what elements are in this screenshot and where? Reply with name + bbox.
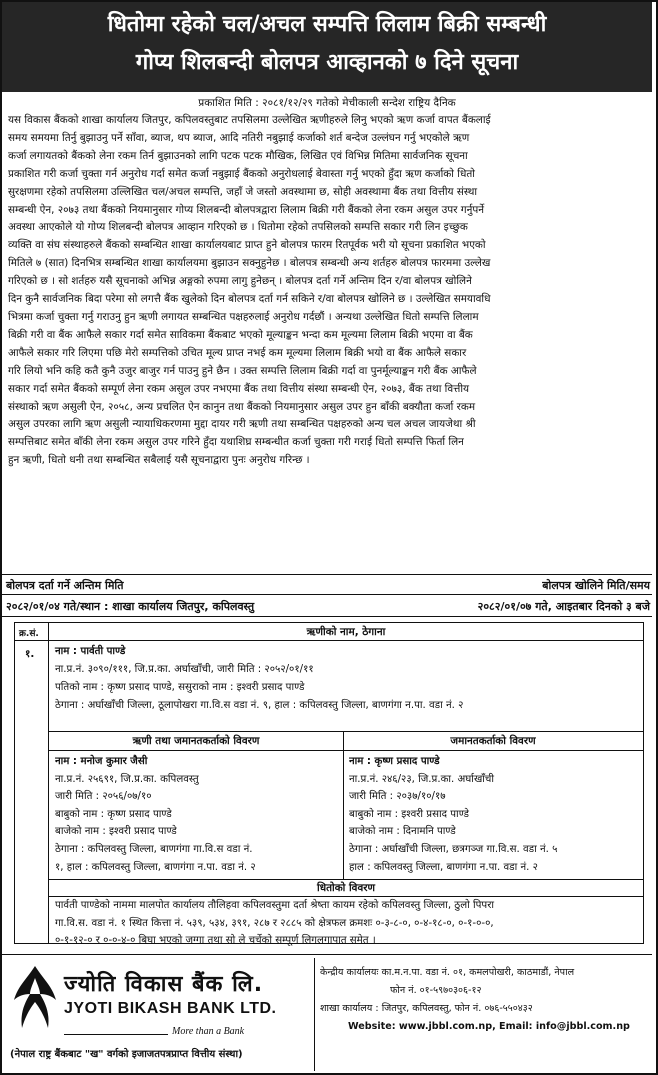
detail-line: नाम : मनोज कुमार जैसी bbox=[55, 756, 148, 767]
published-date: प्रकाशित मिति : २०८१/१२/२९ गतेको मेचीकाली सन्देश राष्ट्रिय दैनिक bbox=[198, 97, 456, 109]
detail-line: बाबुको नाम : कृष्ण प्रसाद पाण्डे bbox=[55, 808, 172, 820]
borrower-citizenship: ना.प्र.नं. ३०९०/१११, जि.प्र.का. अर्घाखाँची, जारी मिति : २०५२/०१/११ bbox=[55, 664, 314, 675]
body-line: समय समयमा तिर्नु बुझाउनु पर्ने साँवा, ब्याज, थप ब्याज, आदि नतिरी नबुझाई कर्जाको शर्त बन्देज उल्लंघन गर्नु भएकोले ऋण bbox=[8, 131, 470, 144]
detail-line: नाम : कृष्ण प्रसाद पाण्डे bbox=[349, 756, 440, 767]
head-office-phone: फोन नं. ०१-५९७०३०६-१२ bbox=[390, 985, 482, 996]
serial-header: क्र.सं. bbox=[19, 629, 39, 639]
body-line: भित्रमा कर्जा चुक्ता गर्नु गराउनु हुन ऋणी लगायत सम्बन्धित पक्षहरुलाई अनुरोध गर्दछौं । अन्यथा उल्लेखित धितो सम्पत्ति लिलाम bbox=[8, 310, 479, 323]
body-line: सुरक्षणमा रहेको तपसिलमा उल्लिखित चल/अचल सम्पत्ति, जहाँ जे जस्तो अवस्थामा छ, सोही अवस्थामा बैंक तथा वित्तीय संस्था bbox=[8, 185, 478, 198]
borrower-header: ऋणीको नाम, ठेगाना bbox=[306, 626, 386, 638]
body-line: सकार गर्दा समेत बैंकको सम्पूर्ण लेना रकम असुल उपर नभएमा बैंक तथा वित्तीय संस्था सम्बन्धी ऐन, २०७३, बैंक तथा वित्तीय bbox=[8, 382, 470, 395]
body-line: कर्जा लगायतको बैंकको लेना रकम तिर्न बुझाउनको लागि पटक पटक मौखिक, लिखित एवं विभिन्न मितिमा सार्वजनिक सूचना bbox=[8, 149, 468, 162]
borrower-name: नाम : पार्वती पाण्डे bbox=[55, 646, 126, 657]
body-line: बिक्री गरी वा बैंक आफैले सकार गर्दा समेत साविकमा बैंकबाट भएको मूल्याङ्कन भन्दा कम मूल्यमा लिलाम बिक्री भएमा वा बैंक bbox=[8, 328, 473, 341]
tagline-rule bbox=[64, 1034, 168, 1035]
website-email: Website: www.jbbl.com.np, Email: info@jbbl.com.np bbox=[348, 1021, 630, 1032]
detail-line: ना.प्र.नं. २४६/२३, जि.प्र.का. अर्घाखाँची bbox=[349, 773, 495, 785]
contact-info bbox=[320, 964, 650, 1036]
detail-line: बाजेको नाम : इश्वरी प्रसाद पाण्डे bbox=[55, 826, 177, 838]
detail-line: जारी मिति : २०५६/०७/१० bbox=[55, 791, 152, 803]
detail-line: बाजेको नाम : दिनामनि पाण्डे bbox=[349, 826, 456, 838]
body-line: यस विकास बैंकको शाखा कार्यालय जितपुर, कपिलवस्तुबाट तपसिलमा उल्लेखित ऋणीहरुले लिनु भएको ऋण कर्जा वापत बैंकलाई bbox=[8, 114, 491, 126]
head-office-address: केन्द्रीय कार्यालयः का.म.न.पा. वडा नं. ०१, कमलपोखरी, काठमाडौं, नेपाल bbox=[320, 967, 575, 978]
row-number: १. bbox=[25, 648, 35, 660]
body-line: सम्पत्तिबाट समेत बाँकी लेना रकम असुल उपर गरिने हुँदा यथाशिघ्र सम्बन्धीत कर्जा चुक्ता गरी गराई धितो सम्पत्ति फिर्ता लिन bbox=[8, 436, 464, 449]
detail-line: गा.वि.स. वडा नं. १ स्थित कित्ता नं. ५३९, ५३४, ३९१, २८७ र २८८५ को क्षेत्रफल क्रमशः ०-३-८-०, ०-४-१८-०, ०-१-०-०, bbox=[55, 917, 494, 929]
collateral-header: धितोको विवरण bbox=[49, 879, 643, 897]
divider bbox=[2, 574, 652, 575]
detail-line: हाल : कपिलवस्तु जिल्ला, बाणगंगा न.पा. वडा नं. २ bbox=[349, 861, 538, 873]
body-line: असुल उपरका लागि ऋण असुली न्यायाधिकरणमा मुद्दा दायर गरी ऋणी तथा सम्बन्धित पक्षहरुको अन्य चल अचल जायजेथा श्री bbox=[8, 418, 476, 431]
nrb-license-note: (नेपाल राष्ट्र बैंकबाट "ख" वर्गको इजाजतपत्रप्राप्त वित्तीय संस्था) bbox=[10, 1049, 243, 1060]
footer bbox=[2, 958, 652, 1071]
body-line: गरिएको छ । सो शर्तहरु यसै सूचनाको अभिन्न अङ्गको रुपमा लागु हुनेछन् । बोलपत्र दर्ता गर्ने अन्तिम दिन र/वा बोलपत्र खोलिने bbox=[8, 275, 472, 288]
bank-name-nepali: ज्योति विकास बैंक लि. bbox=[64, 972, 264, 997]
body-line: सम्बन्धी ऐन, २०७३ तथा बैंकको नियमानुसार गोप्य शिलबन्दी बोलपत्रद्वारा लिलाम बिक्री गरी बैंकको लेना रकम असुल उपर गर्नुपर्ने bbox=[8, 203, 485, 216]
divider bbox=[2, 954, 652, 955]
body-line: व्यक्ति वा संघ संस्थाहरुले बैंकको सम्बन्धित शाखा कार्यालयबाट प्राप्त हुने बोलपत्र फारम रितपूर्वक भरी यो सूचना प्रकाशित भएको bbox=[8, 239, 486, 252]
body-line: मितिले ७ (सात) दिनभित्र सम्बन्धित शाखा कार्यालयमा बुझाउन सक्नुहुनेछ । बोलपत्र सम्बन्धी अन्य शर्तहरु बोलपत्र फारममा उल्लेख bbox=[8, 257, 491, 270]
notice-body bbox=[8, 112, 648, 470]
body-line: अवस्था आएकोले यो गोप्य शिलबन्दी बोलपत्र आव्हान गरिएको छ । धितोमा रहेको तपसिलको सम्पत्ति सकार गरी लिन इच्छुक bbox=[8, 221, 468, 234]
body-line: गरि लियो भनि कहि कतै कुनै उजुर बाजुर गर्न पाउनु हुने छैन । उक्त सम्पत्ति लिलाम बिक्री गर्दा वा पुनर्मूल्याङ्कन गरी बैंक आफैले bbox=[8, 364, 477, 377]
body-line: आफैले सकार गरि लिएमा पछि मेरो सम्पत्तिको उचित मूल्य प्राप्त नभई कम मूल्यमा लिलाम बिक्री भयो वा बैंक आफैले सकार bbox=[8, 346, 467, 359]
serial-column bbox=[15, 623, 49, 943]
branch-office-address: शाखा कार्यालय : जितपुर, कपिलवस्तु, फोन नं. ०७६-५५०४३२ bbox=[320, 1003, 533, 1014]
detail-line: ना.प्र.नं. २५६९१, जि.प्र.का. कपिलवस्तु bbox=[55, 773, 199, 785]
bank-name-english: JYOTI BIKASH BANK LTD. bbox=[64, 1000, 277, 1017]
bank-logo-icon bbox=[8, 962, 62, 1034]
body-line: प्रकाशित गरी कर्जा चुक्ता गर्न अनुरोध गर्दा समेत कर्जा नबुझाई बैंकको अनुरोधलाई बेवास्ता गर्नु भएको हुँदा ऋण कर्जाको धितो bbox=[8, 167, 475, 180]
open-date-value: २०८२/०१/०७ गते, आइतबार दिनको ३ बजे bbox=[477, 600, 650, 613]
guarantor-left-header: ऋणी तथा जमानतकर्ताको विवरण bbox=[49, 731, 343, 751]
open-date-label: बोलपत्र खोलिने मिति/समय bbox=[542, 579, 650, 592]
borrower-table bbox=[14, 622, 644, 947]
borrower-family: पतिको नाम : कृष्ण प्रसाद पाण्डे, ससुराको नाम : इश्वरी प्रसाद पाण्डे bbox=[55, 682, 305, 693]
body-line: हुन ऋणी, धितो धनी तथा सम्बन्धित सबैलाई यसै सूचनाद्वारा पुनः अनुरोध गरिन्छ । bbox=[8, 454, 310, 467]
divider bbox=[2, 594, 652, 595]
detail-line: पार्वती पाण्डेको नाममा मालपोत कार्यालय तौलिहवा कपिलवस्तुमा दर्ता श्रेष्ता कायम रहेको कपिलवस्तु जिल्ला, ठुलो पिपरा bbox=[55, 900, 495, 911]
title-line-1: धितोमा रहेको चल/अचल सम्पत्ति लिलाम बिक्री सम्बन्धी bbox=[107, 12, 547, 37]
detail-line: १, हाल : कपिलवस्तु जिल्ला, बाणगंगा न.पा. वडा नं. २ bbox=[55, 861, 256, 873]
detail-line: बाबुको नाम : इश्वरी प्रसाद पाण्डे bbox=[349, 808, 469, 820]
table-header bbox=[15, 623, 643, 641]
detail-line: ठेगाना : कपिलवस्तु जिल्ला, बाणगंगा गा.वि.स वडा नं. bbox=[55, 844, 253, 855]
detail-line: ठेगाना : अर्घाखाँची जिल्ला, छत्रगञ्ज गा.वि.स. वडा नं. ५ bbox=[349, 844, 558, 855]
guarantor-right-header: जमानतकर्ताको विवरण bbox=[343, 731, 643, 751]
title-line-2: गोप्य शिलबन्दी बोलपत्र आव्हानको ७ दिने सूचना bbox=[135, 50, 519, 75]
divider bbox=[2, 616, 652, 617]
bank-tagline: More than a Bank bbox=[172, 1026, 245, 1037]
detail-line: जारी मिति : २०३७/१०/१७ bbox=[349, 791, 446, 803]
borrower-address: ठेगाना : अर्घाखाँची जिल्ला, ठूलापोखरा गा.वि.स वडा नं. ९, हाल : कपिलवस्तु जिल्ला, बाणगंगा न.पा. वडा नं. २ bbox=[55, 700, 464, 711]
body-line: दिन कुनै सार्वजनिक बिदा परेमा सो लगत्तै बैंक खुलेको दिन बोलपत्र दर्ता गर्न सकिने र/वा बोलपत्र खोलिने छ । उल्लेखित समयावधि bbox=[8, 293, 491, 306]
body-line: संस्थाको ऋण असुली ऐन, २०५८, अन्य प्रचलित ऐन कानुन तथा बैंकको नियमानुसार असुल उपर हुन बाँकी बक्यौता कर्जा रकम bbox=[8, 400, 476, 413]
submit-deadline-label: बोलपत्र दर्ता गर्ने अन्तिम मिति bbox=[6, 579, 124, 592]
detail-line: ०-१-१२-० र ०-०-४-० बिघा भएको जग्गा तथा सो ले चर्चेको सम्पूर्ण लिगलगापात समेत । bbox=[55, 935, 376, 947]
footer-divider bbox=[314, 958, 315, 1071]
notice-title-bar bbox=[2, 2, 652, 92]
submit-deadline-value: २०८२/०१/०४ गते/स्थान : शाखा कार्यालय जितपुर, कपिलवस्तु bbox=[6, 600, 255, 613]
column-divider bbox=[343, 731, 344, 879]
